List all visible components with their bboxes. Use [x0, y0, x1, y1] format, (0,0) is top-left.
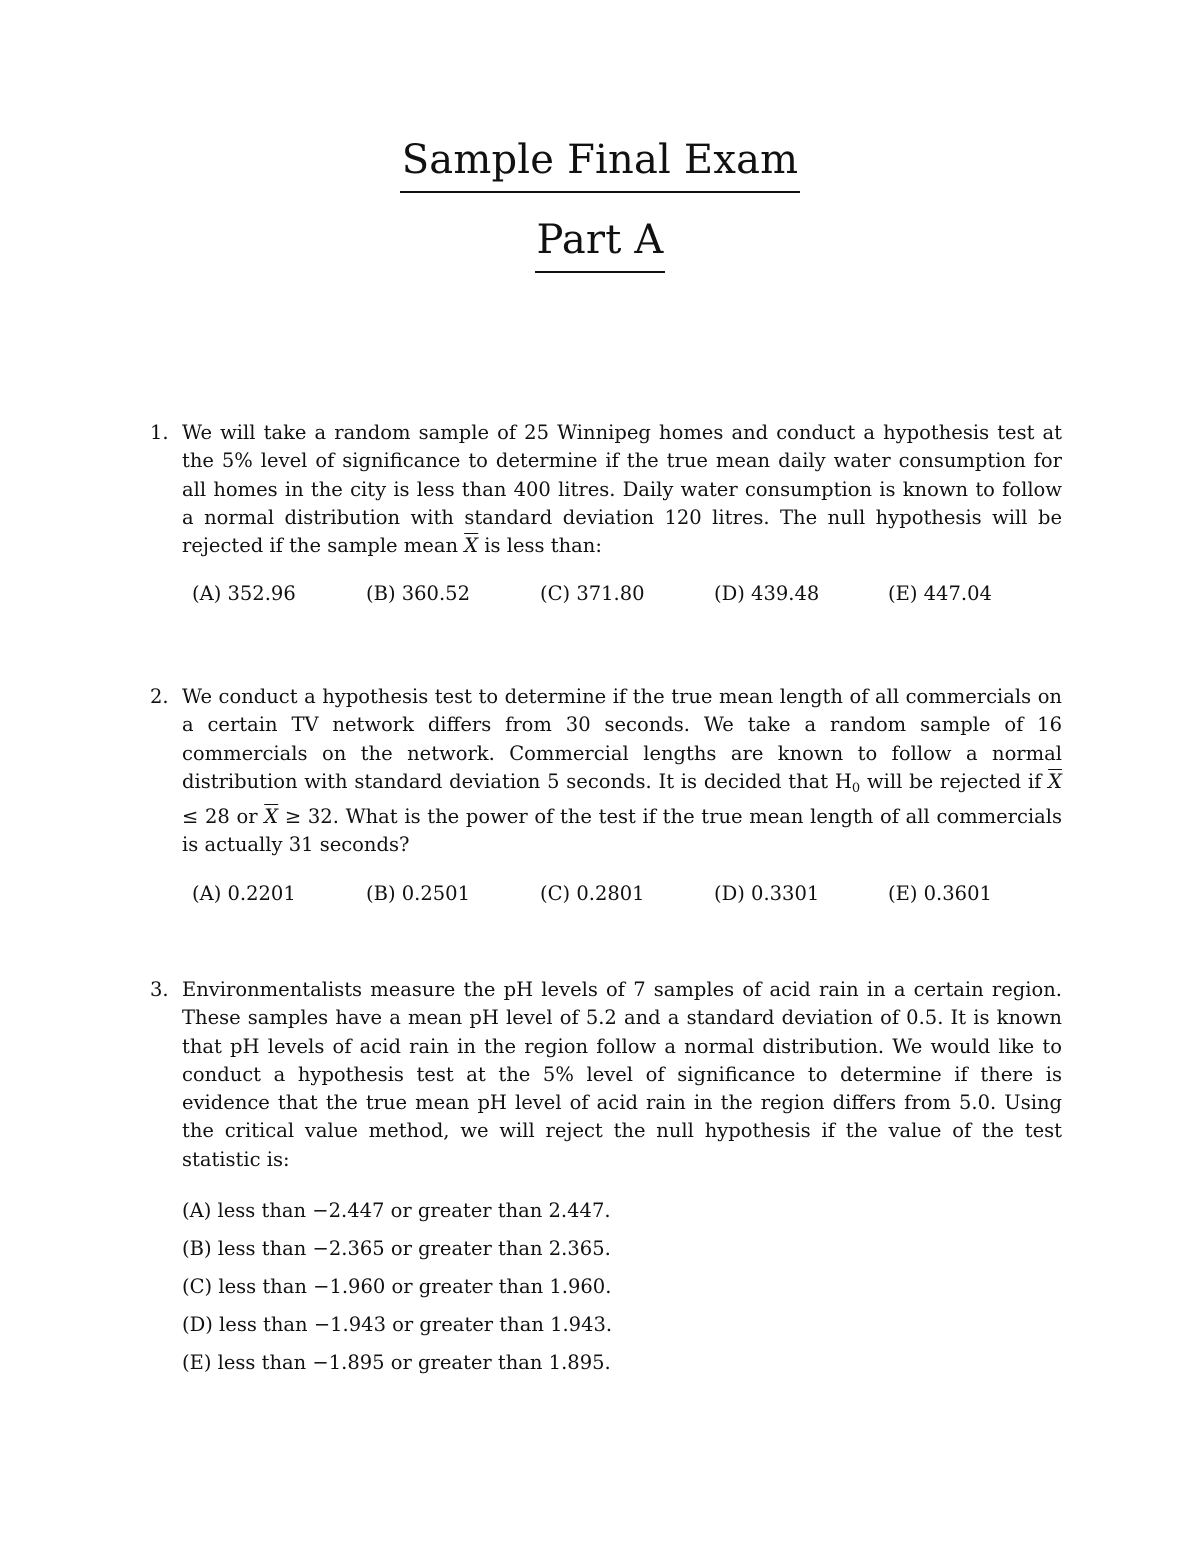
answer-choice-a[interactable]: (A) 352.96: [192, 582, 296, 606]
answer-choice-d[interactable]: (D) 0.3301: [714, 881, 820, 905]
question-text: [182, 419, 1062, 560]
question-1-body: [150, 419, 1062, 560]
question-number: 2.: [150, 685, 169, 708]
xbar-symbol: $\overline{X}$: [464, 534, 479, 558]
answer-choice-a[interactable]: (A) 0.2201: [192, 881, 296, 905]
question-text-part: will be rejected if: [860, 769, 1049, 793]
answer-choice-d[interactable]: (D) 439.48: [714, 582, 820, 606]
question-text-part: ≤ 28 or: [182, 805, 265, 829]
answer-choice-a[interactable]: (A) less than −2.447 or greater than 2.447.: [182, 1199, 611, 1223]
xbar-symbol: $\overline{X}$: [1048, 769, 1062, 793]
question-text-part: is less than:: [478, 534, 602, 558]
question-text-part: ≥ 32. What is the power of the test if the true mean length of all commercials is actually 31 seconds?: [182, 805, 1063, 857]
answer-choice-e[interactable]: (E) 447.04: [888, 582, 992, 606]
answer-choice-c[interactable]: (C) 0.2801: [540, 881, 645, 905]
answer-choices: [192, 880, 1062, 908]
question-2-body: [150, 683, 1062, 860]
answer-choice-b[interactable]: (B) less than −2.365 or greater than 2.365.: [182, 1237, 611, 1261]
subscript: 0: [851, 780, 861, 796]
answer-choice-c[interactable]: (C) less than −1.960 or greater than 1.960.: [182, 1275, 612, 1299]
answer-choice-c[interactable]: (C) 371.80: [540, 582, 645, 606]
exam-subtitle-block: [0, 215, 1200, 273]
question-1: [150, 419, 1062, 609]
question-text-part: We will take a random sample of 25 Winnipeg homes and conduct a hypothesis test at the 5% level of significance to determine if the true mean daily water consumption for all homes in the city is less than 400 litres. Daily water consumption is known to follow a normal distribution with standard deviation 120 litres. The null hypothesis will be rejected if the sample mean: [182, 421, 1062, 558]
answer-choice-e[interactable]: (E) 0.3601: [888, 881, 992, 905]
question-2: [150, 683, 1062, 908]
question-number: 3.: [150, 978, 169, 1001]
question-text: [182, 683, 1062, 860]
question-text-part: We conduct a hypothesis test to determine if the true mean length of all commercials on a certain TV network differs from 30 seconds. We take a random sample of 16 commercials on the network. Commercial lengths are known to follow a normal distribution with standard deviation 5 seconds. It is decided that H: [182, 685, 1062, 793]
question-3-body: [150, 976, 1062, 1174]
answer-choice-d[interactable]: (D) less than −1.943 or greater than 1.943.: [182, 1313, 613, 1337]
question-3: [150, 976, 1062, 1382]
xbar-symbol: $\overline{X}$: [264, 805, 279, 829]
answer-choice-b[interactable]: (B) 0.2501: [366, 881, 470, 905]
question-number: 1.: [150, 421, 169, 444]
answer-choices: [182, 1192, 1062, 1382]
answer-choices: [192, 580, 1062, 608]
exam-title-block: [0, 135, 1200, 193]
answer-choice-b[interactable]: (B) 360.52: [366, 582, 470, 606]
question-text: Environmentalists measure the pH levels of 7 samples of acid rain in a certain region. These samples have a mean pH level of 5.2 and a standard deviation of 0.5. It is known that pH levels of acid rain in the region follow a normal distribution. We would like to conduct a hypothesis test at the 5% level of significance to determine if there is evidence that the true mean pH level of acid rain in the region differs from 5.0. Using the critical value method, we will reject the null hypothesis if the value of the test statistic is:: [182, 978, 1062, 1171]
answer-choice-e[interactable]: (E) less than −1.895 or greater than 1.895.: [182, 1351, 611, 1375]
exam-part-title: Part A: [535, 215, 666, 273]
exam-title: Sample Final Exam: [400, 135, 801, 193]
